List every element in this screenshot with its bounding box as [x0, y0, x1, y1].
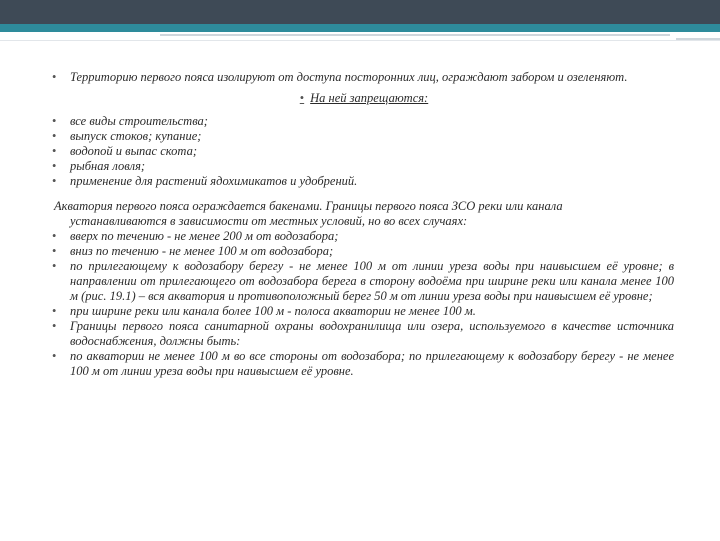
list-item: • при ширине реки или канала более 100 м - полоса акватории не менее 100 м. — [54, 304, 674, 319]
list-item: • Границы первого пояса санитарной охраны водохранилища или озера, используемого в качестве источника водоснабжения, должны быть: — [54, 319, 674, 349]
intro-list — [54, 70, 674, 85]
list-item: • применение для растений ядохимикатов и удобрений. — [54, 174, 674, 189]
boundaries-list — [54, 229, 674, 379]
paragraph-line: Акватория первого пояса ограждается бакенами. Границы первого пояса ЗСО реки или канала — [54, 199, 563, 213]
bullet-icon: • — [299, 91, 305, 105]
list-item: • по прилегающему к водозабору берегу - не менее 100 м от линии уреза воды при наивысшем её уровне; в направлении от прилегающего от водозабора берега в сторону водоёма при ширине реки или канала менее 100 м (рис. 19.1) – вся акватория и противоположный берег 50 м от линии уреза воды при наивысшем её уровне; — [54, 259, 674, 304]
paragraph-line: устанавливаются в зависимости от местных условий, но во всех случаях: — [70, 214, 468, 228]
header-bar — [0, 0, 720, 24]
accent-bar — [0, 24, 720, 32]
divider-line — [160, 34, 670, 36]
list-item: • Территорию первого пояса изолируют от доступа посторонних лиц, ограждают забором и озеленяют. — [54, 70, 674, 85]
list-item: • выпуск стоков; купание; — [54, 129, 674, 144]
aquatory-paragraph — [54, 199, 674, 229]
prohibitions-heading — [54, 91, 674, 106]
list-item: • рыбная ловля; — [54, 159, 674, 174]
prohibitions-list — [54, 114, 674, 189]
list-item: • вверх по течению - не менее 200 м от водозабора; — [54, 229, 674, 244]
list-item: • водопой и выпас скота; — [54, 144, 674, 159]
list-item: • по акватории не менее 100 м во все стороны от водозабора; по прилегающему к водозабору берегу - не менее 100 м от линии уреза воды при наивысшем её уровне. — [54, 349, 674, 379]
list-item: • вниз по течению - не менее 100 м от водозабора; — [54, 244, 674, 259]
heading-text: На ней запрещаются: — [310, 91, 429, 105]
list-item: • все виды строительства; — [54, 114, 674, 129]
slide-content — [54, 70, 674, 379]
